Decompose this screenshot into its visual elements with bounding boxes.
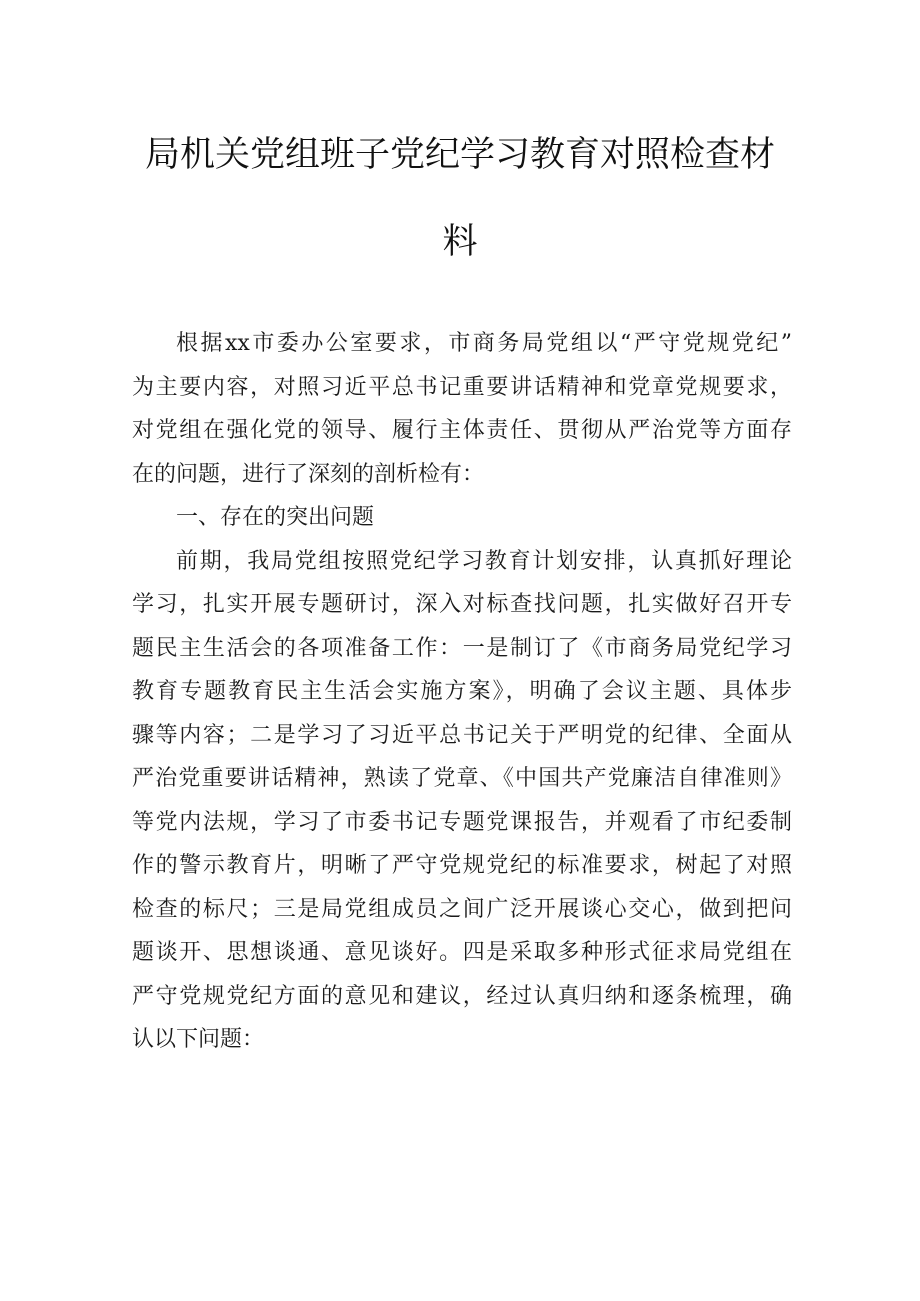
paragraph-2-line: 学习，扎实开展专题研讨，深入对标查找问题，扎实做好召开专 [132,592,792,617]
paragraph-1-line: 根据xx市委办公室要求，市商务局党组以“严守党规党纪” [176,331,792,356]
paragraph-2-line: 题谈开、思想谈通、意见谈好。四是采取多种形式征求局党组在 [132,940,792,965]
document-title-line-1: 局机关党组班子党纪学习教育对照检查材 [144,135,775,175]
paragraph-2-line: 等党内法规，学习了市委书记专题党课报告，并观看了市纪委制 [132,809,792,835]
paragraph-2-line: 作的警示教育片，明晰了严守党规党纪的标准要求，树起了对照 [132,853,792,878]
document-title-line-2: 料 [442,222,478,262]
paragraph-2-line: 题民主生活会的各项准备工作：一是制订了《市商务局党纪学习 [132,635,792,661]
paragraph-2-line: 骤等内容；二是学习了习近平总书记关于严明党的纪律、全面从 [132,722,792,748]
section-heading: 一、存在的突出问题 [176,505,375,530]
document-body [132,322,792,1062]
paragraph-1-line: 在的问题，进行了深刻的剖析检有： [132,461,485,487]
paragraph-2-line: 严治党重要讲话精神，熟读了党章、《中国共产党廉洁自律准则》 [132,766,792,791]
paragraph-2-line: 教育专题教育民主生活会实施方案》，明确了会议主题、具体步 [132,679,792,704]
paragraph-1-line: 为主要内容，对照习近平总书记重要讲话精神和党章党规要求， [132,374,792,400]
paragraph-2-line: 认以下问题： [132,1027,265,1052]
paragraph-2-line: 前期，我局党组按照党纪学习教育计划安排，认真抓好理论 [176,548,792,574]
paragraph-2-line: 严守党规党纪方面的意见和建议，经过认真归纳和逐条梳理，确 [132,983,792,1009]
paragraph-1-line: 对党组在强化党的领导、履行主体责任、贯彻从严治党等方面存 [132,418,792,443]
paragraph-2-line: 检查的标尺；三是局党组成员之间广泛开展谈心交心，做到把问 [132,896,792,922]
